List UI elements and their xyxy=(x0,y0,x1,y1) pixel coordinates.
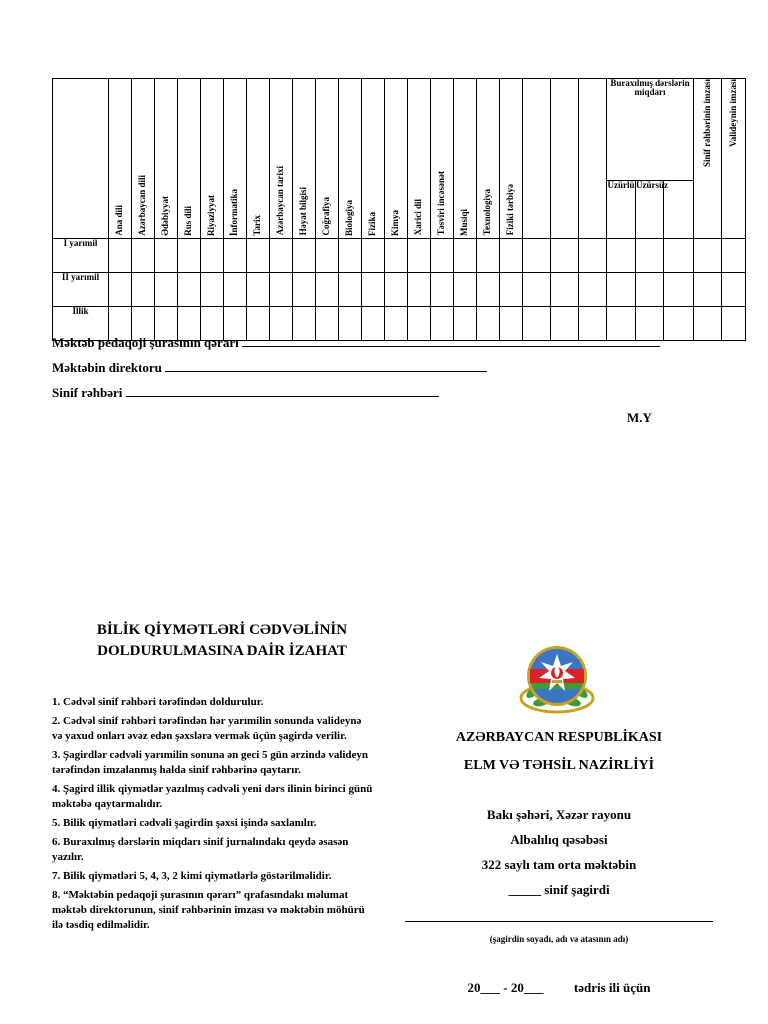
subject-label: Biologiya xyxy=(344,199,355,236)
period-label: II yarımil xyxy=(53,273,109,307)
grade-cell[interactable] xyxy=(132,273,155,307)
subject-label: Fiziki tərbiyə xyxy=(505,184,516,236)
grade-cell[interactable] xyxy=(270,273,293,307)
subject-label: Tarix xyxy=(252,214,263,236)
settlement: Albalılıq qəsəbəsi xyxy=(510,832,608,847)
subject-label: Texnologiya xyxy=(482,189,493,236)
instruction-item: 6. Buraxılmış dərslərin miqdarı sinif jurnalındakı qeydə əsasən yazılır. xyxy=(52,836,349,863)
grade-cell[interactable] xyxy=(201,273,224,307)
grade-cell[interactable] xyxy=(109,273,132,307)
grade-cell[interactable] xyxy=(316,273,339,307)
grade-cell[interactable] xyxy=(247,273,270,307)
grade-cell[interactable] xyxy=(664,239,694,273)
subject-header xyxy=(247,79,270,239)
grade-cell[interactable] xyxy=(385,239,408,273)
grade-cell[interactable] xyxy=(607,273,636,307)
instruction-item: 7. Bilik qiymətləri 5, 4, 3, 2 kimi qiymətlərlə göstərilməlidir. xyxy=(52,870,332,882)
subject-label: Rus dili xyxy=(183,205,194,236)
subject-header xyxy=(316,79,339,239)
table-row xyxy=(53,239,746,273)
spacer-header xyxy=(579,79,607,239)
grade-cell[interactable] xyxy=(408,239,431,273)
class-teacher-line xyxy=(52,385,439,401)
instruction-item: 3. Şagirdlər cədvəli yarımilin sonuna ən geci 5 gün ərzində valideyn tərəfindən imzalanmış halda sinif rəhbərinə qaytarır. xyxy=(52,749,369,776)
subject-header xyxy=(551,79,579,239)
class-teacher-label: Sinif rəhbəri xyxy=(52,385,123,400)
grade-cell[interactable] xyxy=(694,307,722,341)
council-decision-label: Məktəb pedaqoji şurasının qərarı xyxy=(52,335,239,350)
council-decision-line xyxy=(52,335,660,351)
subject-label: Azərbaycan tarixi xyxy=(275,166,286,236)
class-number-field[interactable]: _____ xyxy=(508,882,541,897)
absent-lessons-header: Buraxılmış dərslərin miqdarı xyxy=(607,79,694,181)
council-decision-field[interactable] xyxy=(242,335,660,347)
subject-header xyxy=(385,79,408,239)
subject-header xyxy=(201,79,224,239)
instructions-title-line2: DOLDURULMASINA DAİR İZAHAT xyxy=(97,643,347,659)
grade-cell[interactable] xyxy=(694,273,722,307)
stamp-placeholder: M.Y xyxy=(627,410,652,425)
subject-label: Ədəbiyyat xyxy=(160,195,171,236)
instruction-item: 8. “Məktəbin pedaqoji şurasının qərarı” qrafasındakı məlumat məktəb direktorunun, sinif rəhbərinin imzası və məktəbin möhürü ilə təsdiq edilməlidir. xyxy=(52,889,365,931)
subject-header xyxy=(408,79,431,239)
subject-header xyxy=(454,79,477,239)
subject-header xyxy=(132,79,155,239)
subject-header xyxy=(109,79,132,239)
grade-cell[interactable] xyxy=(339,273,362,307)
director-signature-field[interactable] xyxy=(165,360,487,372)
republic-title: AZƏRBAYCAN RESPUBLİKASI xyxy=(455,730,663,745)
grade-cell[interactable] xyxy=(636,273,664,307)
table-corner-cell xyxy=(53,79,109,239)
instruction-item: 1. Cədvəl sinif rəhbəri tərəfindən doldurulur. xyxy=(52,696,264,708)
subject-header xyxy=(155,79,178,239)
subject-label: Fizika xyxy=(367,211,378,236)
subject-label: Kimya xyxy=(390,209,401,236)
subject-header xyxy=(523,79,551,239)
grade-cell[interactable] xyxy=(178,239,201,273)
grade-cell[interactable] xyxy=(500,273,523,307)
subject-label: İnformatika xyxy=(229,188,240,236)
grade-cell[interactable] xyxy=(201,239,224,273)
instructions-title-line1: BİLİK QİYMƏTLƏRİ CƏDVƏLİNİN xyxy=(96,622,348,638)
subject-header xyxy=(477,79,500,239)
grade-cell[interactable] xyxy=(722,239,746,273)
grade-cell[interactable] xyxy=(178,273,201,307)
excused-absences-header: Üzürlü xyxy=(607,181,636,239)
subject-header xyxy=(339,79,362,239)
subject-label: Həyat bilgisi xyxy=(298,187,309,236)
grade-cell[interactable] xyxy=(607,239,636,273)
school-name: 322 saylı tam orta məktəbin xyxy=(481,857,637,872)
grade-cell[interactable] xyxy=(247,239,270,273)
subject-header xyxy=(293,79,316,239)
grade-cell[interactable] xyxy=(722,307,746,341)
table-row xyxy=(53,273,746,307)
instructions-title xyxy=(52,620,392,662)
subject-header xyxy=(431,79,454,239)
grade-cell[interactable] xyxy=(664,273,694,307)
grade-cell[interactable] xyxy=(694,239,722,273)
unexcused-absences-header: Üzürsüz xyxy=(636,181,664,239)
grade-cell[interactable] xyxy=(339,239,362,273)
grade-cell[interactable] xyxy=(316,239,339,273)
city-district: Bakı şəhəri, Xəzər rayonu xyxy=(486,807,632,822)
instruction-item: 2. Cədvəl sinif rəhbəri tərəfindən hər yarımilin sonunda valideynə və yaxud onları əvəz edən şəxslərə vermək üçün şagirdə verilir. xyxy=(52,715,362,742)
subject-label: Təsviri incəsənət xyxy=(436,171,447,236)
ministry-title: ELM VƏ TƏHSİL NAZİRLİYİ xyxy=(463,758,655,773)
grade-cell[interactable] xyxy=(155,273,178,307)
instruction-item: 5. Bilik qiymətləri cədvəli şagirdin şəxsi işində saxlanılır. xyxy=(52,817,317,829)
subject-header xyxy=(224,79,247,239)
grade-cell[interactable] xyxy=(454,239,477,273)
absent-extra-header xyxy=(664,181,694,239)
grade-cell[interactable] xyxy=(224,273,247,307)
class-suffix: sinif şagirdi xyxy=(544,882,610,897)
teacher-signature-header xyxy=(694,79,722,239)
signature-label: Valideynin imzası xyxy=(727,79,738,147)
period-label: I yarımil xyxy=(53,239,109,273)
subject-label: Ana dili xyxy=(114,204,125,236)
grade-cell[interactable] xyxy=(293,273,316,307)
grade-cell[interactable] xyxy=(454,273,477,307)
azerbaijan-coat-of-arms-icon xyxy=(511,640,603,716)
grade-cell[interactable] xyxy=(579,273,607,307)
grade-cell[interactable] xyxy=(408,273,431,307)
grade-cell[interactable] xyxy=(579,239,607,273)
subject-label: Azərbaycan dili xyxy=(137,174,148,236)
grade-cell[interactable] xyxy=(270,239,293,273)
academic-year-field[interactable]: 20___ - 20___ xyxy=(467,980,544,995)
grade-cell[interactable] xyxy=(551,273,579,307)
parent-signature-header xyxy=(722,79,746,239)
instructions-list xyxy=(52,695,374,937)
grade-cell[interactable] xyxy=(523,273,551,307)
subject-header xyxy=(362,79,385,239)
signature-label: Sinif rəhbərinin imzası xyxy=(701,79,712,168)
grade-cell[interactable] xyxy=(523,239,551,273)
grade-cell[interactable] xyxy=(722,273,746,307)
subject-label: Coğrafiya xyxy=(321,197,332,236)
grade-cell[interactable] xyxy=(293,239,316,273)
grade-cell[interactable] xyxy=(362,273,385,307)
grade-cell[interactable] xyxy=(477,273,500,307)
director-label: Məktəbin direktoru xyxy=(52,360,162,375)
subject-header xyxy=(500,79,523,239)
subject-header xyxy=(270,79,293,239)
grade-cell[interactable] xyxy=(224,239,247,273)
subject-label: Riyaziyyat xyxy=(206,194,217,236)
director-line xyxy=(52,360,487,376)
student-name-field[interactable] xyxy=(405,921,713,922)
subject-header xyxy=(178,79,201,239)
grade-cell[interactable] xyxy=(109,239,132,273)
grade-cell[interactable] xyxy=(385,273,408,307)
class-teacher-signature-field[interactable] xyxy=(126,385,439,397)
academic-year-suffix: tədris ili üçün xyxy=(573,980,651,995)
grade-cell[interactable] xyxy=(431,239,454,273)
grade-cell[interactable] xyxy=(431,273,454,307)
grade-cell[interactable] xyxy=(155,239,178,273)
subject-label: Xarici dil xyxy=(413,199,424,236)
grade-cell[interactable] xyxy=(477,239,500,273)
grade-cell[interactable] xyxy=(362,239,385,273)
grade-table xyxy=(52,78,746,341)
grade-cell[interactable] xyxy=(636,239,664,273)
subject-label: Musiqi xyxy=(459,208,470,236)
grade-cell[interactable] xyxy=(500,239,523,273)
academic-year-line xyxy=(405,980,713,996)
grade-cell[interactable] xyxy=(132,239,155,273)
period-label: İllik xyxy=(53,307,109,341)
student-name-hint: (şagirdin soyadı, adı və atasının adı) xyxy=(489,934,629,944)
class-line xyxy=(405,882,713,898)
grade-cell[interactable] xyxy=(664,307,694,341)
grade-cell[interactable] xyxy=(551,239,579,273)
instruction-item: 4. Şagird illik qiymətlər yazılmış cədvəli yeni dərs ilinin birinci günü məktəbə qaytarmalıdır. xyxy=(52,783,373,810)
